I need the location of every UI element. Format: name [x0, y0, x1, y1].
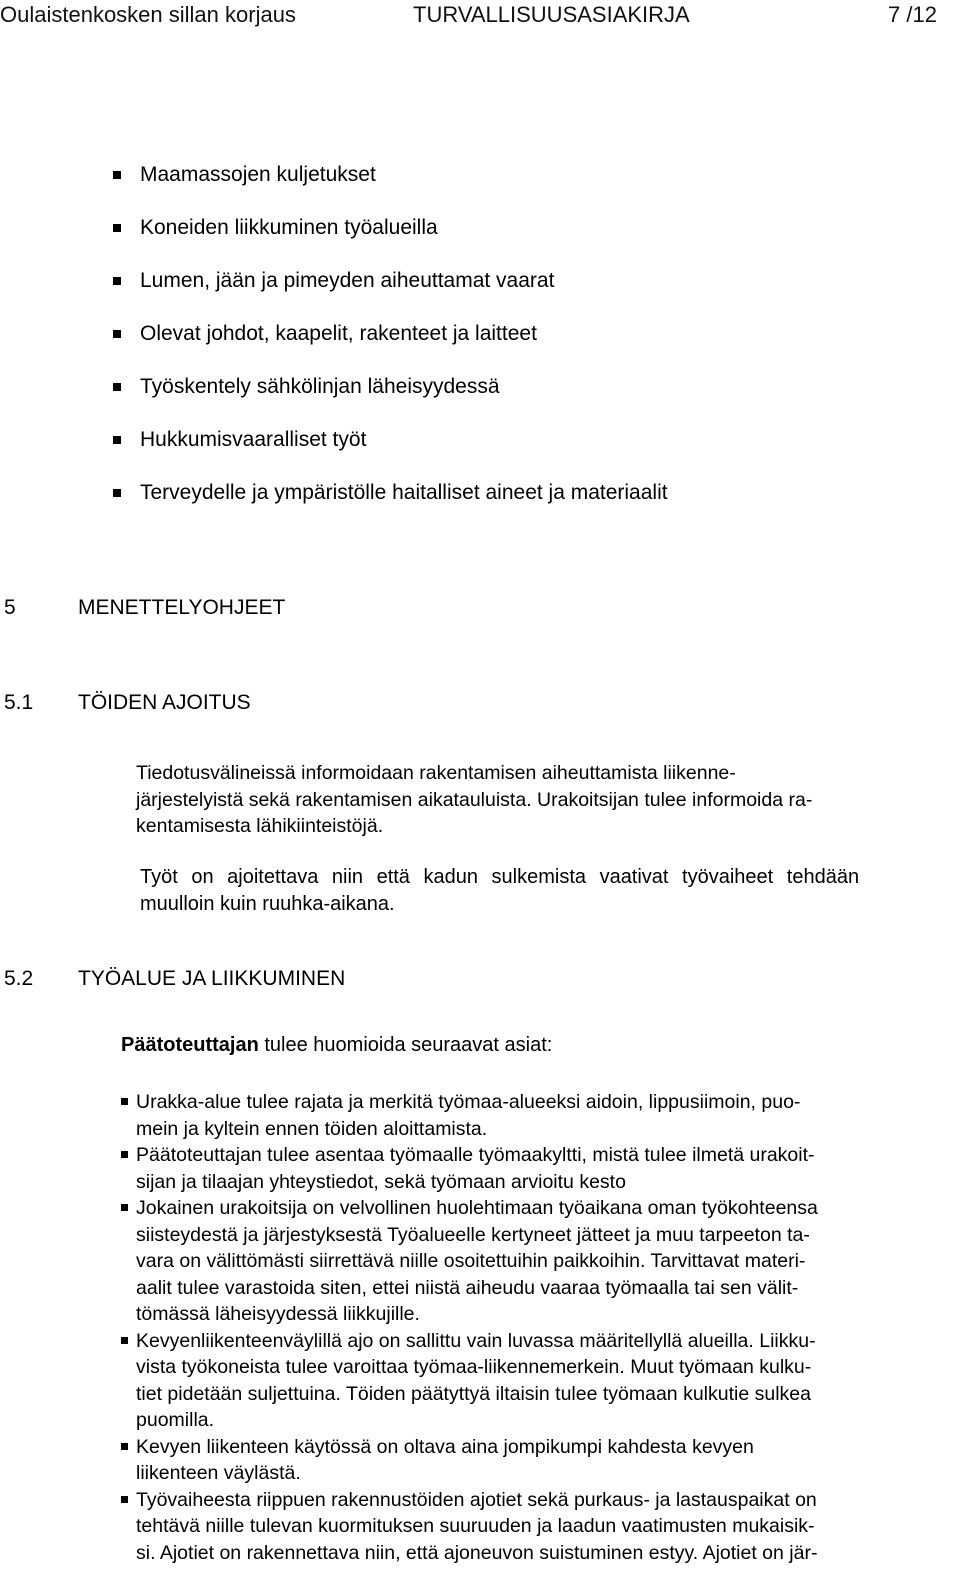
section-title: MENETTELYOHJEET [78, 596, 286, 619]
section-number: 5.2 [4, 967, 34, 990]
section-number: 5.1 [4, 691, 34, 714]
square-bullet-icon [113, 489, 121, 497]
paragraph-scheduling: Työt on ajoitettava niin että kadun sulkemista vaativat työvaiheet tehdään muulloin kuin ruuhka-aikana. [140, 866, 860, 915]
list-item: Lumen, jään ja pimeyden aiheuttamat vaarat [113, 266, 668, 319]
header-page-number: 7 /12 [888, 2, 937, 27]
hazard-list [113, 160, 668, 531]
square-bullet-icon [113, 330, 121, 338]
list-item: Hukkumisvaaralliset työt [113, 425, 668, 478]
list-item: Maamassojen kuljetukset [113, 160, 668, 213]
square-bullet-icon [113, 171, 121, 179]
square-bullet-icon [113, 277, 121, 285]
work-area-list [121, 1089, 947, 1566]
list-item: Jokainen urakoitsija on velvollinen huolehtimaan työaikana oman työkohteensa siisteydestä ja järjestyksestä Työalueelle kertyneet jätteet ja muu tarpeeton ta- vara on välittömästi siirrettävä niille osoitettuihin paikkoihin. Tarvittavat materi- aalit tulee varastoida siten, ettei niistä aiheudu vaaraa työmaalla tai sen välit- tömässä läheisyydessä liikkujille. [121, 1195, 947, 1328]
header-project-title: Oulaistenkosken sillan korjaus [0, 2, 296, 27]
header-document-type: TURVALLISUUSASIAKIRJA [413, 2, 690, 27]
list-item: Päätoteuttajan tulee asentaa työmaalle työmaakyltti, mistä tulee ilmetä urakoit- sijan ja tilaajan yhteystiedot, sekä työmaan arvioitu kesto [121, 1142, 947, 1195]
square-bullet-icon [121, 1204, 128, 1211]
square-bullet-icon [121, 1337, 128, 1344]
list-item: Työvaiheesta riippuen rakennustöiden ajotiet sekä purkaus- ja lastauspaikat on tehtävä niille tulevan kuormituksen suuruuden ja laadun vaatimusten mukaisik- si. Ajotiet on rakennettava niin, että ajoneuvon suistuminen estyy. Ajotiet on jär- [121, 1487, 947, 1567]
list-item: Terveydelle ja ympäristölle haitalliset aineet ja materiaalit [113, 478, 668, 531]
lead-sentence: Päätoteuttajan tulee huomioida seuraavat asiat: [121, 1034, 553, 1056]
square-bullet-icon [121, 1098, 128, 1105]
section-title: TYÖALUE JA LIIKKUMINEN [78, 967, 346, 990]
list-item: Urakka-alue tulee rajata ja merkitä työmaa-alueeksi aidoin, lippusiimoin, puo- mein ja kyltein ennen töiden aloittamista. [121, 1089, 947, 1142]
list-item: Kevyenliikenteenväylillä ajo on sallittu vain luvassa määritellyllä alueilla. Liikku- vista työkoneista tulee varoittaa työmaa-liikennemerkein. Muut työmaan kulku- tiet pidetään suljettuina. Töiden päätyttyä iltaisin tulee työmaan kulkutie sulkea puomilla. [121, 1328, 947, 1434]
square-bullet-icon [121, 1443, 128, 1450]
lead-bold-term: Päätoteuttajan [121, 1034, 259, 1056]
list-item: Koneiden liikkuminen työalueilla [113, 213, 668, 266]
section-heading-5-1 [4, 691, 251, 715]
square-bullet-icon [113, 224, 121, 232]
square-bullet-icon [113, 436, 121, 444]
section-title: TÖIDEN AJOITUS [78, 691, 251, 714]
square-bullet-icon [121, 1496, 128, 1503]
list-item: Olevat johdot, kaapelit, rakenteet ja laitteet [113, 319, 668, 372]
section-heading-5-2 [4, 967, 345, 991]
section-number: 5 [4, 596, 16, 619]
square-bullet-icon [121, 1151, 128, 1158]
square-bullet-icon [113, 383, 121, 391]
section-heading-5 [4, 596, 285, 620]
paragraph-information: Tiedotusvälineissä informoidaan rakentamisen aiheuttamista liikenne- järjestelyistä sekä rakentamisen aikatauluista. Urakoitsijan tulee informoida ra- kentamisesta lähikiinteistöjä. [136, 762, 813, 837]
list-item: Kevyen liikenteen käytössä on oltava aina jompikumpi kahdesta kevyen liikenteen väylästä. [121, 1434, 947, 1487]
list-item: Työskentely sähkölinjan läheisyydessä [113, 372, 668, 425]
